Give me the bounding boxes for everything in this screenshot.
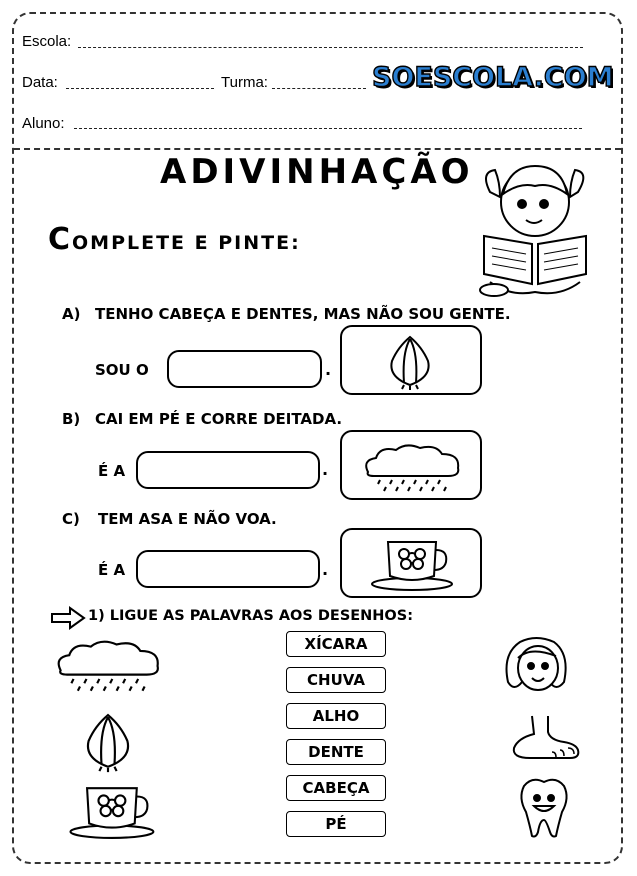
turma-label: Turma: bbox=[221, 74, 268, 91]
word-xicara[interactable]: XÍCARA bbox=[286, 631, 386, 657]
riddle-c-prefix: É A bbox=[98, 561, 126, 579]
word-pe[interactable]: PÉ bbox=[286, 811, 386, 837]
instruction-rest: OMPLETE E PINTE: bbox=[72, 232, 301, 254]
girl-head-icon bbox=[500, 634, 572, 696]
riddle-c-picture-box bbox=[340, 528, 482, 598]
escola-label: Escola: bbox=[22, 33, 72, 50]
riddle-b-prefix: É A bbox=[98, 462, 126, 480]
garlic-icon bbox=[80, 710, 136, 774]
aluno-label: Aluno: bbox=[22, 115, 65, 132]
tooth-icon bbox=[516, 776, 572, 840]
riddle-a-prefix: SOU O bbox=[95, 361, 149, 379]
section2-title: 1) LIGUE AS PALAVRAS AOS DESENHOS: bbox=[88, 608, 414, 624]
word-cabeca[interactable]: CABEÇA bbox=[286, 775, 386, 801]
instruction-heading bbox=[48, 222, 301, 257]
word-alho[interactable]: ALHO bbox=[286, 703, 386, 729]
word-chuva[interactable]: CHUVA bbox=[286, 667, 386, 693]
turma-line[interactable] bbox=[272, 88, 366, 89]
word-dente[interactable]: DENTE bbox=[286, 739, 386, 765]
girl-reading-icon bbox=[470, 152, 600, 302]
aluno-line[interactable] bbox=[74, 128, 582, 129]
riddle-a-picture-box bbox=[340, 325, 482, 395]
riddle-c-answer-box[interactable] bbox=[136, 550, 320, 588]
riddle-a-period: . bbox=[325, 360, 332, 379]
cup-icon bbox=[66, 782, 162, 840]
riddle-b-question: CAI EM PÉ E CORRE DEITADA. bbox=[95, 410, 343, 428]
riddle-a-answer-box[interactable] bbox=[167, 350, 322, 388]
escola-line[interactable] bbox=[78, 47, 583, 48]
riddle-b-letter: B) bbox=[62, 410, 81, 428]
instruction-initial: C bbox=[48, 222, 73, 257]
riddle-c-period: . bbox=[322, 560, 329, 579]
foot-icon bbox=[508, 712, 582, 762]
header-separator bbox=[14, 148, 621, 150]
data-label: Data: bbox=[22, 74, 58, 91]
page-title: ADIVINHAÇÃO bbox=[160, 152, 474, 192]
garlic-icon bbox=[384, 333, 436, 391]
site-logo: SOESCOLA.COM bbox=[372, 62, 614, 93]
cup-icon bbox=[368, 536, 460, 592]
riddle-a-letter: A) bbox=[62, 305, 81, 323]
riddle-b-answer-box[interactable] bbox=[136, 451, 320, 489]
riddle-c-letter: C) bbox=[62, 510, 80, 528]
arrow-icon bbox=[50, 606, 88, 630]
rain-cloud-icon bbox=[360, 442, 464, 494]
data-line[interactable] bbox=[66, 88, 214, 89]
rain-cloud-icon bbox=[52, 638, 164, 694]
riddle-c-question: TEM ASA E NÃO VOA. bbox=[98, 510, 277, 528]
riddle-a-question: TENHO CABEÇA E DENTES, MAS NÃO SOU GENTE. bbox=[95, 305, 511, 323]
riddle-b-period: . bbox=[322, 460, 329, 479]
riddle-b-picture-box bbox=[340, 430, 482, 500]
